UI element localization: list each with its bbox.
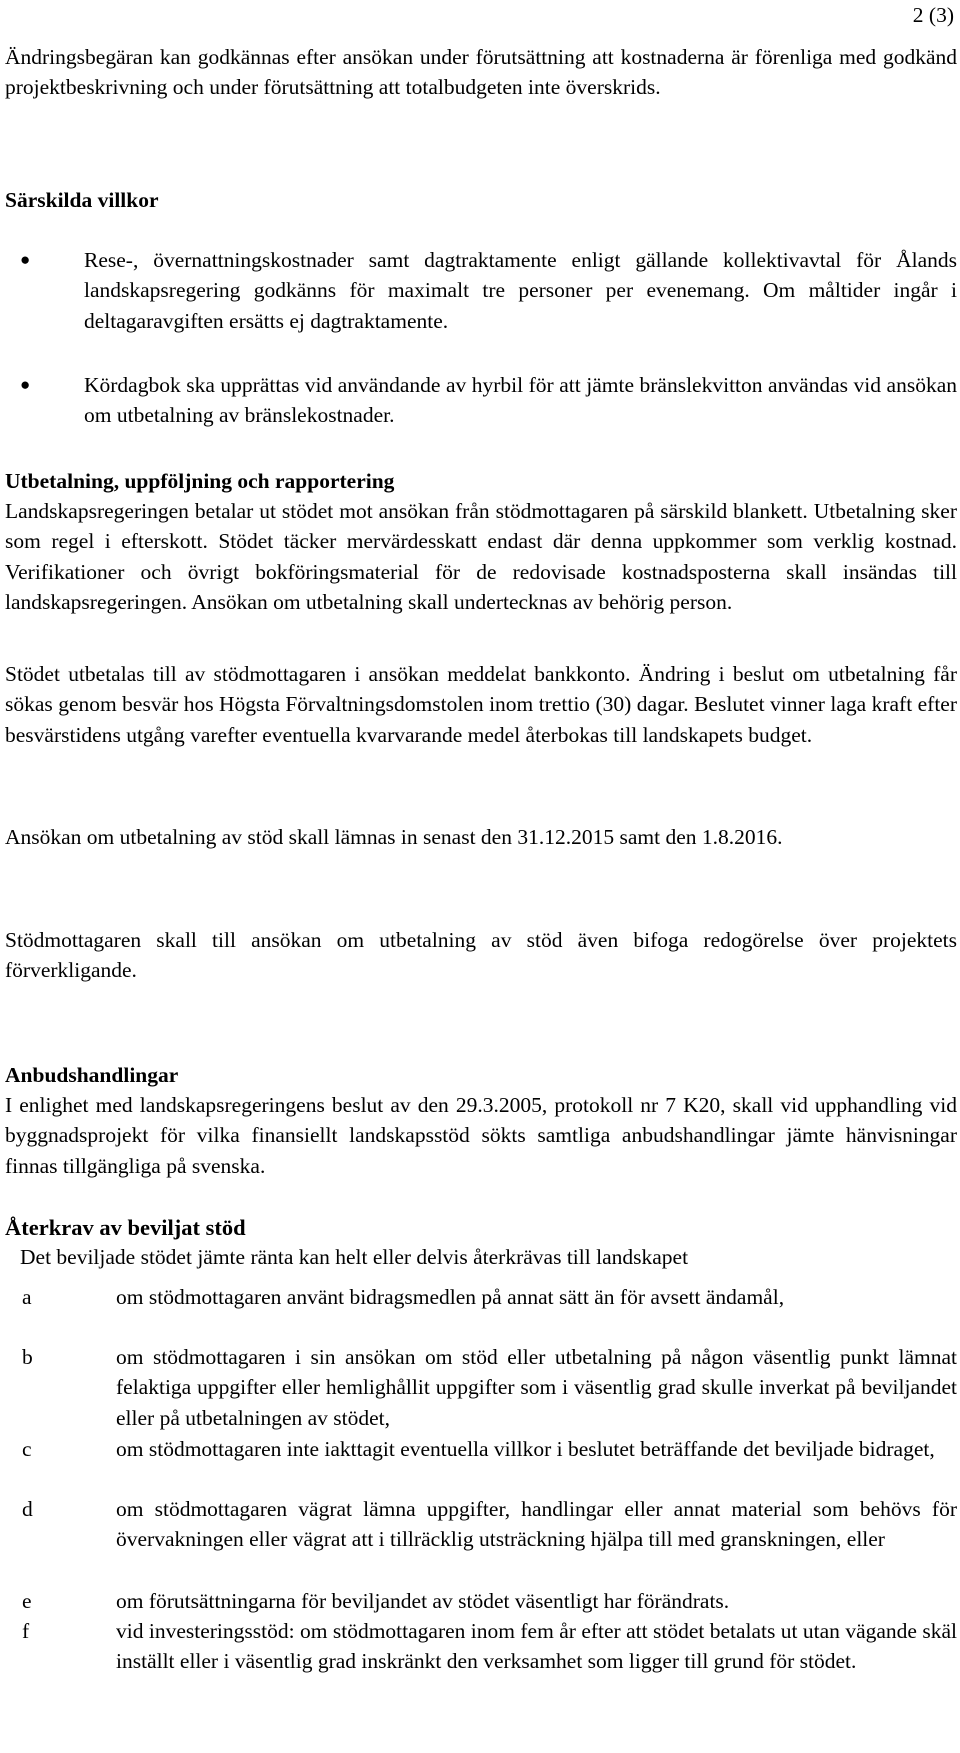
list-item-text: om förutsättningarna för beviljandet av stödet väsentligt har förändrats.	[116, 1589, 730, 1613]
list-item-text: om stödmottagaren använt bidragsmedlen på annat sätt än för avsett ändamål,	[116, 1285, 785, 1309]
list-item-letter: c	[22, 1437, 32, 1461]
list-item-letter: d	[22, 1497, 33, 1521]
utbetalning-paragraph-2: Stödet utbetalas till av stödmottagaren i ansökan meddelat bankkonto. Ändring i beslut om utbetalning får sökas genom besvär hos Högsta Förvaltningsdomstolen inom trettio (30) dagar. Beslutet vinner laga kraft efter besvärstidens utgång varefter eventuella kvarvarande medel återbokas till landskapets budget.	[5, 662, 957, 747]
bullet-icon: ●	[20, 250, 31, 269]
section-heading-aterkrav: Återkrav av beviljat stöd	[5, 1215, 246, 1240]
list-item-letter: a	[22, 1285, 32, 1309]
list-item-letter: b	[22, 1345, 33, 1369]
anbud-paragraph: I enlighet med landskapsregeringens beslut av den 29.3.2005, protokoll nr 7 K20, skall vid upphandling vid byggnadsprojekt för vilka finansiellt landskapsstöd sökts samtliga anbudshandlingar jämte hänvisningar finnas tillgängliga på svenska.	[5, 1093, 957, 1178]
section-heading-sarskilda-villkor: Särskilda villkor	[5, 188, 159, 212]
utbetalning-paragraph-4: Stödmottagaren skall till ansökan om utbetalning av stöd även bifoga redogörelse över projektets förverkligande.	[5, 928, 957, 983]
bullet-text: Kördagbok ska upprättas vid användande av hyrbil för att jämte bränslekvitton användas vid ansökan om utbetalning av bränslekostnader.	[84, 373, 957, 428]
list-item-letter: e	[22, 1589, 32, 1613]
bullet-icon: ●	[20, 375, 31, 394]
utbetalning-paragraph-1: Landskapsregeringen betalar ut stödet mot ansökan från stödmottagaren på särskild blankett. Utbetalning sker som regel i efterskott. Stödet täcker mervärdesskatt endast där denna uppkommer som verklig kostnad. Verifikationer och övrigt bokföringsmaterial för de redovisade kostnadsposterna skall insändas till landskapsregeringen. Ansökan om utbetalning skall undertecknas av behörig person.	[5, 499, 957, 614]
utbetalning-paragraph-3: Ansökan om utbetalning av stöd skall lämnas in senast den 31.12.2015 samt den 1.8.2016.	[5, 825, 783, 849]
list-item-text: vid investeringsstöd: om stödmottagaren inom fem år efter att stödet betalats ut utan vägande skäl inställt eller i väsentlig grad inskränkt den verksamhet som ligger till grund för stödet.	[116, 1619, 957, 1674]
list-item-text: om stödmottagaren inte iakttagit eventuella villkor i beslutet beträffande det beviljade bidraget,	[116, 1437, 935, 1461]
bullet-text: Rese-, övernattningskostnader samt dagtraktamente enligt gällande kollektivavtal för Ålands landskapsregering godkänns för maximalt tre personer per evenemang. Om måltider ingår i deltagaravgiften ersätts ej dagtraktamente.	[84, 248, 957, 333]
intro-paragraph: Ändringsbegäran kan godkännas efter ansökan under förutsättning att kostnaderna är förenliga med godkänd projektbeskrivning och under förutsättning att totalbudgeten inte överskrids.	[5, 45, 957, 100]
list-item-text: om stödmottagaren vägrat lämna uppgifter, handlingar eller annat material som behövs för övervakningen eller vägrat att i tillräcklig utsträckning hjälpa till med granskningen, eller	[116, 1497, 957, 1552]
aterkrav-intro: Det beviljade stödet jämte ränta kan helt eller delvis återkrävas till landskapet	[20, 1245, 689, 1269]
list-item-text: om stödmottagaren i sin ansökan om stöd eller utbetalning på någon väsentlig punkt lämnat felaktiga uppgifter eller hemlighållit uppgifter som i väsentlig grad skulle inverkat på beviljandet eller på utbetalningen av stödet,	[116, 1345, 957, 1430]
page-number: 2 (3)	[912, 3, 954, 27]
section-heading-utbetalning: Utbetalning, uppföljning och rapportering	[5, 469, 395, 493]
list-item-letter: f	[22, 1619, 30, 1643]
section-heading-anbudshandlingar: Anbudshandlingar	[5, 1063, 179, 1087]
